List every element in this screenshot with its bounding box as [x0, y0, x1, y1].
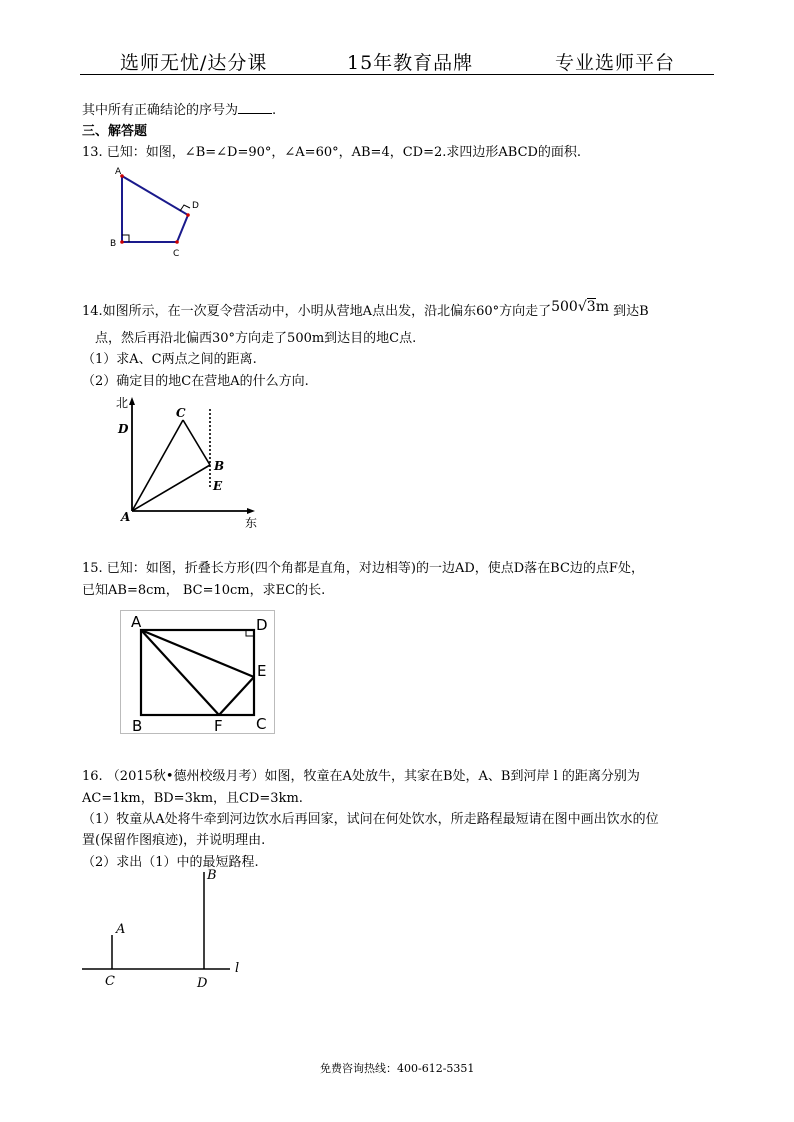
q14-label-c: C — [176, 406, 186, 420]
q13-point-c — [175, 240, 179, 244]
q15-segment-ae — [141, 630, 254, 677]
q14-label-e: E — [213, 479, 223, 493]
q14-label-b: B — [214, 459, 225, 473]
q14-label-a: A — [121, 510, 131, 524]
q13-label-b: B — [110, 239, 117, 249]
q15-line2: 已知AB=8cm， BC=10cm，求EC的长. — [82, 583, 326, 598]
q15-label-a: A — [131, 613, 142, 631]
q14-sub1: （1）求A、C两点之间的距离. — [82, 352, 257, 367]
q15-label-f: F — [214, 717, 223, 735]
q15-label-c: C — [256, 715, 267, 733]
q13-figure — [100, 165, 220, 265]
prev-answer-line — [82, 99, 276, 118]
prev-answer-period: . — [272, 103, 277, 118]
q16-label-l: l — [235, 961, 240, 976]
q16-label-d: D — [197, 976, 208, 991]
q13-quadrilateral — [122, 176, 188, 242]
q14-north-arrow-icon — [129, 397, 135, 405]
header-divider — [80, 74, 714, 75]
sqrt-symbol: √ — [577, 299, 587, 315]
q15-label-e: E — [257, 662, 267, 680]
q13-label-a: A — [115, 167, 122, 177]
q13-point-d — [186, 213, 190, 217]
header-left: 选师无忧/达分课 — [120, 52, 268, 74]
header-right: 专业选师平台 — [555, 52, 676, 74]
q14-segment-ac — [132, 420, 183, 511]
q14-line1 — [82, 300, 649, 319]
q13-label-d: D — [192, 201, 199, 211]
q16-sub1b: 置(保留作图痕迹)，并说明理由. — [82, 833, 266, 848]
q16-line2: AC=1km，BD=3km，且CD=3km. — [82, 791, 303, 806]
prev-answer-text: 其中所有正确结论的序号为 — [82, 103, 239, 118]
q16-sub1a: （1）牧童从A处将牛牵到河边饮水后再回家，试问在何处饮水，所走路程最短请在图中画出饮水的位 — [82, 812, 659, 827]
q14-amount — [551, 299, 609, 315]
q14-segment-cb — [183, 420, 210, 465]
footer-hotline: 免费咨询热线：400-612-5351 — [320, 1062, 475, 1075]
q14-east-arrow-icon — [247, 508, 255, 514]
q16-label-b: B — [207, 868, 217, 883]
q15-segment-fe — [219, 677, 254, 715]
q15-label-d: D — [256, 616, 268, 634]
q15-figure — [120, 610, 280, 735]
q14-label-north: 北 — [116, 396, 129, 410]
q16-figure — [80, 865, 260, 995]
section-title: 三、解答题 — [82, 124, 148, 139]
q14-label-east: 东 — [245, 516, 258, 530]
q14-text-b: 到达B — [613, 304, 649, 319]
q14-amount-radicand: 3 — [586, 299, 596, 315]
answer-blank — [238, 101, 272, 114]
q14-label-d: D — [118, 422, 129, 436]
q14-sub2: （2）确定目的地C在营地A的什么方向. — [82, 374, 309, 389]
q14-amount-unit: m — [595, 299, 609, 315]
q16-label-c: C — [105, 974, 115, 989]
q15-line1: 15. 已知：如图，折叠长方形(四个角都是直角，对边相等)的一边AD，使点D落在BC边的点F处， — [82, 561, 644, 576]
q16-line1: 16. （2015秋•德州校级月考）如图，牧童在A处放牛，其家在B处，A、B到河岸 l 的距离分别为 — [82, 769, 640, 784]
q15-label-b: B — [132, 717, 143, 735]
q15-rectangle — [141, 630, 254, 715]
q14-line2: 点，然后再沿北偏西30°方向走了500m到达目的地C点. — [95, 331, 417, 346]
q14-figure — [110, 393, 270, 528]
header-center: 15年教育品牌 — [347, 52, 474, 74]
q14-amount-num: 500 — [551, 299, 578, 315]
q16-label-a: A — [116, 922, 126, 937]
q16-sub2: （2）求出（1）中的最短路程. — [82, 855, 259, 870]
q13-text: 13. 已知：如图，∠B=∠D=90°，∠A=60°，AB=4，CD=2.求四边形ABCD的面积. — [82, 145, 582, 160]
q15-segment-af — [141, 630, 219, 715]
q13-label-c: C — [173, 249, 180, 259]
q14-text-a: 14.如图所示，在一次夏令营活动中，小明从营地A点出发，沿北偏东60°方向走了 — [82, 304, 552, 319]
q14-segment-ab — [132, 465, 210, 511]
q13-point-b — [120, 240, 124, 244]
